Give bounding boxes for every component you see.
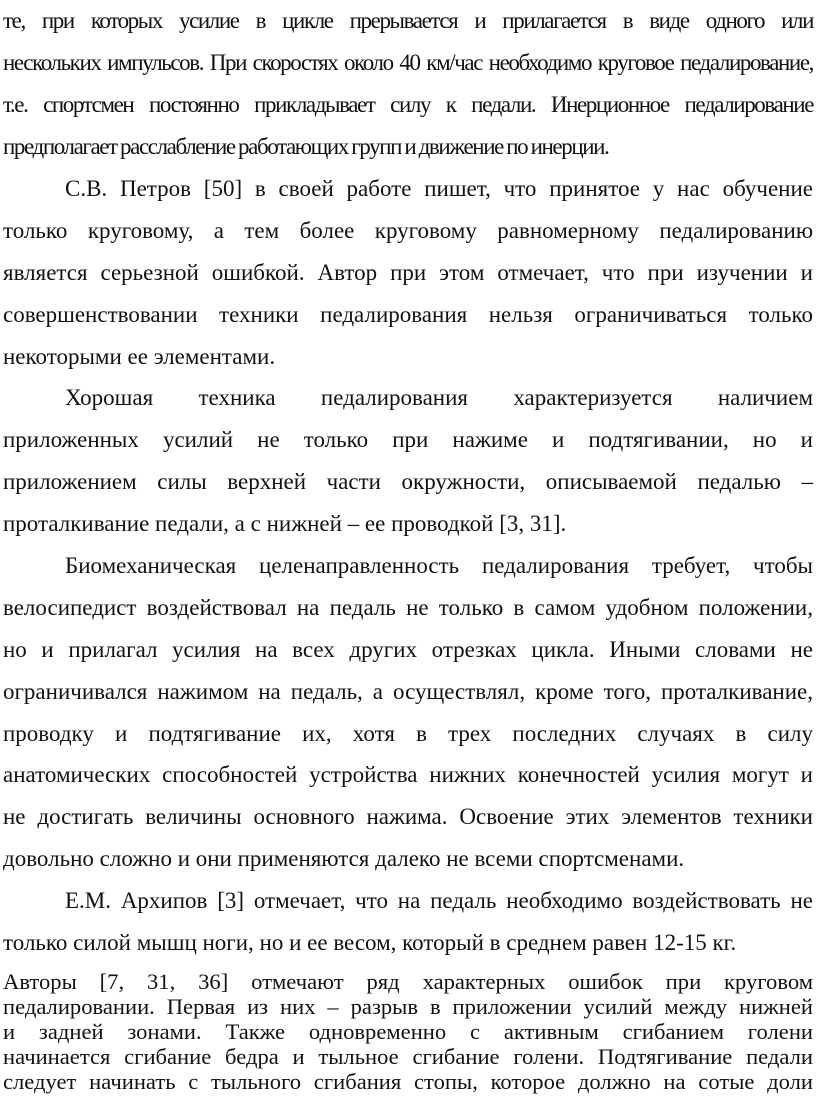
paragraph-typical-errors — [0, 969, 816, 1094]
text-line: проталкивание педали, а с нижней – ее проводкой [3, 31]. — [3, 510, 567, 536]
text-line: некоторыми ее элементами. — [3, 343, 276, 369]
text-line: является серьезной ошибкой. Автор при этом отмечает, что при изучении и — [3, 259, 813, 285]
text-line: и задней зонами. Также одновременно с активным сгибанием голени — [3, 1019, 813, 1045]
text-line: приложенных усилий не только при нажиме и подтягивании, но и — [3, 426, 813, 452]
text-line: т.е. спортсмен постоянно прикладывает силу к педали. Инерционное педалирование — [3, 91, 813, 117]
paragraph-good-technique — [0, 377, 816, 545]
text-line: Хорошая техника педалирования характеризуется наличием — [65, 385, 813, 410]
text-line: Биомеханическая целенаправленность педалирования требует, чтобы — [65, 553, 813, 578]
text-line: следует начинать с тыльного сгибания стопы, которое должно на сотые доли — [3, 1069, 813, 1095]
text-line: предполагает расслабление работающих групп и движение по инерции. — [3, 133, 609, 159]
paragraph-arkhipov — [0, 880, 816, 964]
text-line: довольно сложно и они применяются далеко не всеми спортсменами. — [3, 846, 685, 872]
text-line: проводку и подтягивание их, хотя в трех последних случаях в силу — [3, 720, 813, 746]
paragraph-petrov — [0, 168, 816, 377]
text-line: но и прилагал усилия на всех других отрезках цикла. Иными словами не — [3, 636, 813, 662]
text-line: велосипедист воздействовал на педаль не только в самом удобном положении, — [3, 594, 813, 620]
text-line: совершенствовании техники педалирования нельзя ограничиваться только — [3, 301, 813, 327]
text-line: нескольких импульсов. При скоростях около 40 км/час необходимо круговое педалирование, — [3, 49, 813, 75]
text-line: начинается сгибание бедра и тыльное сгибание голени. Подтягивание педали — [3, 1044, 813, 1070]
text-line: Е.М. Архипов [3] отмечает, что на педаль необходимо воздействовать не — [65, 888, 813, 913]
text-line: С.В. Петров [50] в своей работе пишет, что принятое у нас обучение — [65, 176, 813, 201]
paragraph-biomechanics — [0, 545, 816, 880]
text-line: только круговому, а тем более круговому равномерному педалированию — [3, 217, 813, 243]
text-line: педалировании. Первая из них – разрыв в приложении усилий между нижней — [3, 994, 813, 1020]
paragraph-pedaling-types — [0, 0, 816, 168]
text-line: только силой мышц ноги, но и ее весом, который в среднем равен 12-15 кг. — [3, 929, 737, 955]
text-line: те, при которых усилие в цикле прерывается и прилагается в виде одного или — [3, 8, 813, 33]
text-line: ограничивался нажимом на педаль, а осуществлял, кроме того, проталкивание, — [3, 678, 813, 704]
text-line: анатомических способностей устройства нижних конечностей усилия могут и — [3, 762, 813, 788]
text-line: приложением силы верхней части окружности, описываемой педалью – — [3, 468, 813, 494]
text-line: не достигать величины основного нажима. Освоение этих элементов техники — [3, 804, 813, 830]
text-line: Авторы [7, 31, 36] отмечают ряд характерных ошибок при круговом — [3, 969, 813, 994]
